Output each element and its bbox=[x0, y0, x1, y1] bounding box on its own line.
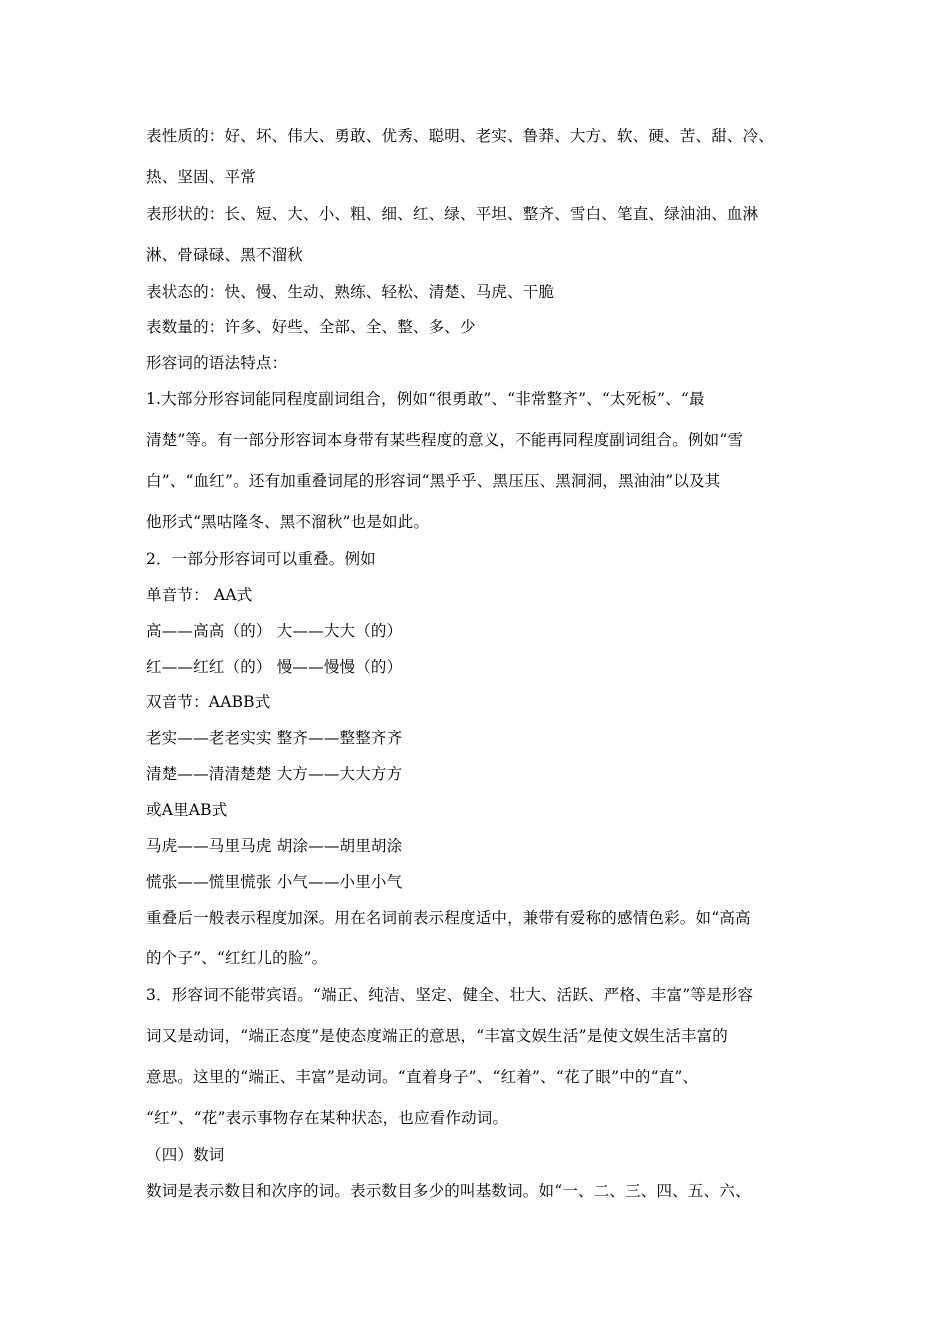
text-line: 双音节：AABB式 bbox=[146, 693, 271, 711]
text-line: 表状态的：快、慢、生动、熟练、轻松、清楚、马虎、干脆 bbox=[146, 283, 555, 301]
text-line: 表数量的：许多、好些、全部、全、整、多、少 bbox=[146, 318, 476, 336]
text-line: 白”、“血红”。还有加重叠词尾的形容词“黑乎乎、黑压压、黑洞洞，黑油油”以及其 bbox=[146, 472, 721, 490]
text-line: （四）数词 bbox=[146, 1146, 225, 1164]
text-line: 清楚——清清楚楚 大方——大大方方 bbox=[146, 765, 403, 783]
text-line: 淋、骨碌碌、黑不溜秋 bbox=[146, 246, 304, 264]
text-line: 单音节： AA式 bbox=[146, 586, 253, 604]
text-line: 1.大部分形容词能同程度副词组合，例如“很勇敢”、“非常整齐”、“太死板”、“最 bbox=[146, 390, 705, 408]
text-line: 红——红红（的） 慢——慢慢（的） bbox=[146, 658, 403, 676]
text-line: 慌张——慌里慌张 小气——小里小气 bbox=[146, 873, 403, 891]
text-line: 马虎——马里马虎 胡涂——胡里胡涂 bbox=[146, 837, 403, 855]
text-line: 他形式“黑咕隆冬、黑不溜秋”也是如此。 bbox=[146, 513, 430, 531]
text-line: 表性质的：好、坏、伟大、勇敢、优秀、聪明、老实、鲁莽、大方、软、硬、苦、甜、冷、 bbox=[146, 127, 775, 145]
text-line: 重叠后一般表示程度加深。用在名词前表示程度适中，兼带有爱称的感情色彩。如“高高 bbox=[146, 909, 751, 927]
text-line: 老实——老老实实 整齐——整整齐齐 bbox=[146, 729, 403, 747]
text-line: “红”、“花”表示事物存在某种状态，也应看作动词。 bbox=[146, 1109, 509, 1127]
text-line: 热、坚固、平常 bbox=[146, 168, 256, 186]
text-line: 表形状的：长、短、大、小、粗、细、红、绿、平坦、整齐、雪白、笔直、绿油油、血淋 bbox=[146, 205, 759, 223]
text-line: 高——高高（的） 大——大大（的） bbox=[146, 622, 403, 640]
text-line: 3．形容词不能带宾语。“端正、纯洁、坚定、健全、壮大、活跃、严格、丰富”等是形容 bbox=[146, 986, 754, 1004]
text-line: 清楚”等。有一部分形容词本身带有某些程度的意义，不能再同程度副词组合。例如“雪 bbox=[146, 431, 744, 449]
text-line: 或A里AB式 bbox=[146, 801, 228, 819]
text-line: 词又是动词，“端正态度”是使态度端正的意思，“丰富文娱生活”是使文娱生活丰富的 bbox=[146, 1027, 728, 1045]
text-line: 2．一部分形容词可以重叠。例如 bbox=[146, 550, 376, 568]
text-line: 数词是表示数目和次序的词。表示数目多少的叫基数词。如“一、二、三、四、五、六、 bbox=[146, 1182, 751, 1200]
text-line: 的个子”、“红红儿的脸”。 bbox=[146, 949, 328, 967]
text-line: 形容词的语法特点： bbox=[146, 354, 288, 372]
text-line: 意思。这里的“端正、丰富”是动词。“直着身子”、“红着”、“花了眼”中的“直”、 bbox=[146, 1068, 699, 1086]
